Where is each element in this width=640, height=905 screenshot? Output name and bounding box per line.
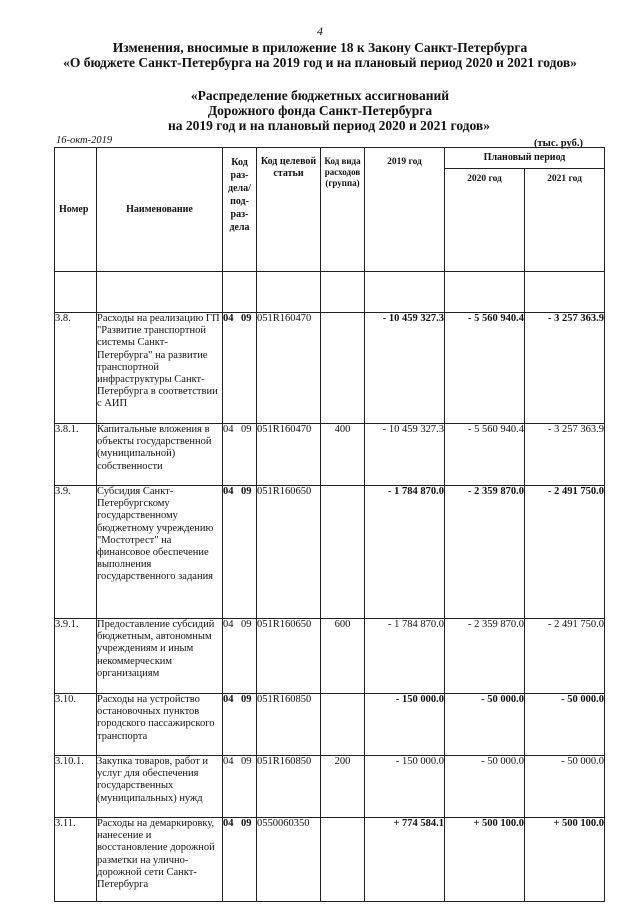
row-value-2021: - 3 257 363.9 xyxy=(525,424,605,486)
row-section-code xyxy=(223,619,257,694)
subtitle-line-2: Дорожного фонда Санкт-Петербурга xyxy=(207,103,433,118)
row-subsection: 09 xyxy=(241,486,252,497)
header-section-code: Код раз-дела/ под-раз-дела xyxy=(223,148,257,272)
budget-table xyxy=(54,147,605,902)
row-expense-kind xyxy=(321,313,365,424)
row-target-code: 051R160470 xyxy=(257,313,321,424)
row-name: Расходы на реализацию ГП "Развитие транспортной системы Санкт-Петербурга" на развитие транспортной инфраструктуры Санкт-Петербурга в соответствии с АИП xyxy=(97,313,223,424)
row-section-code xyxy=(223,756,257,818)
row-value-2021: - 50 000.0 xyxy=(525,694,605,756)
row-name: Субсидия Санкт-Петербургскому государственному бюджетному учреждению "Мостотрест" на финансовое обеспечение выполнения государственного задания xyxy=(97,486,223,619)
header-year-2020: 2020 год xyxy=(445,169,525,272)
row-subsection: 09 xyxy=(241,313,252,324)
header-target-code: Код целевой статьи xyxy=(257,148,321,272)
row-value-2020: - 50 000.0 xyxy=(445,694,525,756)
page-number: 4 xyxy=(317,24,323,38)
row-name: Капитальные вложения в объекты государственной (муниципальной) собственности xyxy=(97,424,223,486)
row-number: 3.10.1. xyxy=(55,756,97,818)
row-section: 04 xyxy=(223,424,234,435)
subtitle-line-3: на 2019 год и на плановый период 2020 и 2021 годов» xyxy=(168,118,490,133)
row-value-2020: - 50 000.0 xyxy=(445,756,525,818)
row-section: 04 xyxy=(223,694,234,705)
header-year-2019: 2019 год xyxy=(365,148,445,272)
row-number: 3.11. xyxy=(55,818,97,902)
row-name: Предоставление субсидий бюджетным, автономным учреждениям и иным некоммерческим организациям xyxy=(97,619,223,694)
table-row xyxy=(55,313,605,424)
row-target-code: 0550060350 xyxy=(257,818,321,902)
header-year-2021: 2021 год xyxy=(525,169,605,272)
units-label: (тыс. руб.) xyxy=(534,138,583,149)
title-line-2: «О бюджете Санкт-Петербурга на 2019 год и на плановый период 2020 и 2021 годов» xyxy=(63,55,577,70)
title-line-1: Изменения, вносимые в приложение 18 к Закону Санкт-Петербурга xyxy=(112,40,528,55)
row-number: 3.10. xyxy=(55,694,97,756)
row-number: 3.9. xyxy=(55,486,97,619)
row-value-2021: - 3 257 363.9 xyxy=(525,313,605,424)
row-number: 3.8. xyxy=(55,313,97,424)
row-target-code: 051R160650 xyxy=(257,619,321,694)
document-title xyxy=(0,40,640,70)
row-value-2021: - 50 000.0 xyxy=(525,756,605,818)
row-number: 3.8.1. xyxy=(55,424,97,486)
row-value-2020: - 5 560 940.4 xyxy=(445,313,525,424)
row-target-code: 051R160470 xyxy=(257,424,321,486)
row-value-2019: - 1 784 870.0 xyxy=(365,619,445,694)
header-number: Номер xyxy=(55,148,97,272)
header-planning-period: Плановый период xyxy=(445,148,605,169)
row-section: 04 xyxy=(223,486,234,497)
row-subsection: 09 xyxy=(241,619,252,630)
row-target-code: 051R160850 xyxy=(257,756,321,818)
table-row xyxy=(55,424,605,486)
row-name: Закупка товаров, работ и услуг для обеспечения государственных (муниципальных) нужд xyxy=(97,756,223,818)
table-row xyxy=(55,486,605,619)
document-subtitle xyxy=(0,88,640,133)
row-value-2019: - 10 459 327.3 xyxy=(365,313,445,424)
row-subsection: 09 xyxy=(241,424,252,435)
row-expense-kind: 200 xyxy=(321,756,365,818)
row-value-2020: - 2 359 870.0 xyxy=(445,486,525,619)
row-section: 04 xyxy=(223,818,234,829)
row-target-code: 051R160650 xyxy=(257,486,321,619)
row-value-2019: - 150 000.0 xyxy=(365,694,445,756)
header-name: Наименование xyxy=(97,148,223,272)
subtitle-line-1: «Распределение бюджетных ассигнований xyxy=(190,88,450,103)
row-value-2020: + 500 100.0 xyxy=(445,818,525,902)
table-row xyxy=(55,619,605,694)
row-subsection: 09 xyxy=(241,756,252,767)
header-expense-kind: Код вида расходов (группа) xyxy=(321,148,365,272)
date-stamp: 16-окт-2019 xyxy=(56,135,113,146)
row-section: 04 xyxy=(223,619,234,630)
row-value-2021: - 2 491 750.0 xyxy=(525,486,605,619)
row-target-code: 051R160850 xyxy=(257,694,321,756)
row-expense-kind: 400 xyxy=(321,424,365,486)
row-section: 04 xyxy=(223,313,234,324)
row-section-code xyxy=(223,694,257,756)
row-section-code xyxy=(223,486,257,619)
row-section: 04 xyxy=(223,756,234,767)
row-expense-kind xyxy=(321,818,365,902)
row-subsection: 09 xyxy=(241,694,252,705)
table-row xyxy=(55,694,605,756)
row-section-code xyxy=(223,424,257,486)
row-value-2021: + 500 100.0 xyxy=(525,818,605,902)
row-value-2020: - 5 560 940.4 xyxy=(445,424,525,486)
row-value-2019: + 774 584.1 xyxy=(365,818,445,902)
row-value-2020: - 2 359 870.0 xyxy=(445,619,525,694)
row-value-2021: - 2 491 750.0 xyxy=(525,619,605,694)
row-number: 3.9.1. xyxy=(55,619,97,694)
row-value-2019: - 150 000.0 xyxy=(365,756,445,818)
row-expense-kind xyxy=(321,486,365,619)
row-value-2019: - 10 459 327.3 xyxy=(365,424,445,486)
row-name: Расходы на устройство остановочных пунктов городского пассажирского транспорта xyxy=(97,694,223,756)
table-row xyxy=(55,818,605,902)
row-subsection: 09 xyxy=(241,818,252,829)
row-expense-kind xyxy=(321,694,365,756)
row-expense-kind: 600 xyxy=(321,619,365,694)
row-value-2019: - 1 784 870.0 xyxy=(365,486,445,619)
row-section-code xyxy=(223,313,257,424)
row-name: Расходы на демаркировку, нанесение и восстановление дорожной разметки на улично-дорожной сети Санкт-Петербурга xyxy=(97,818,223,902)
row-section-code xyxy=(223,818,257,902)
table-row xyxy=(55,756,605,818)
